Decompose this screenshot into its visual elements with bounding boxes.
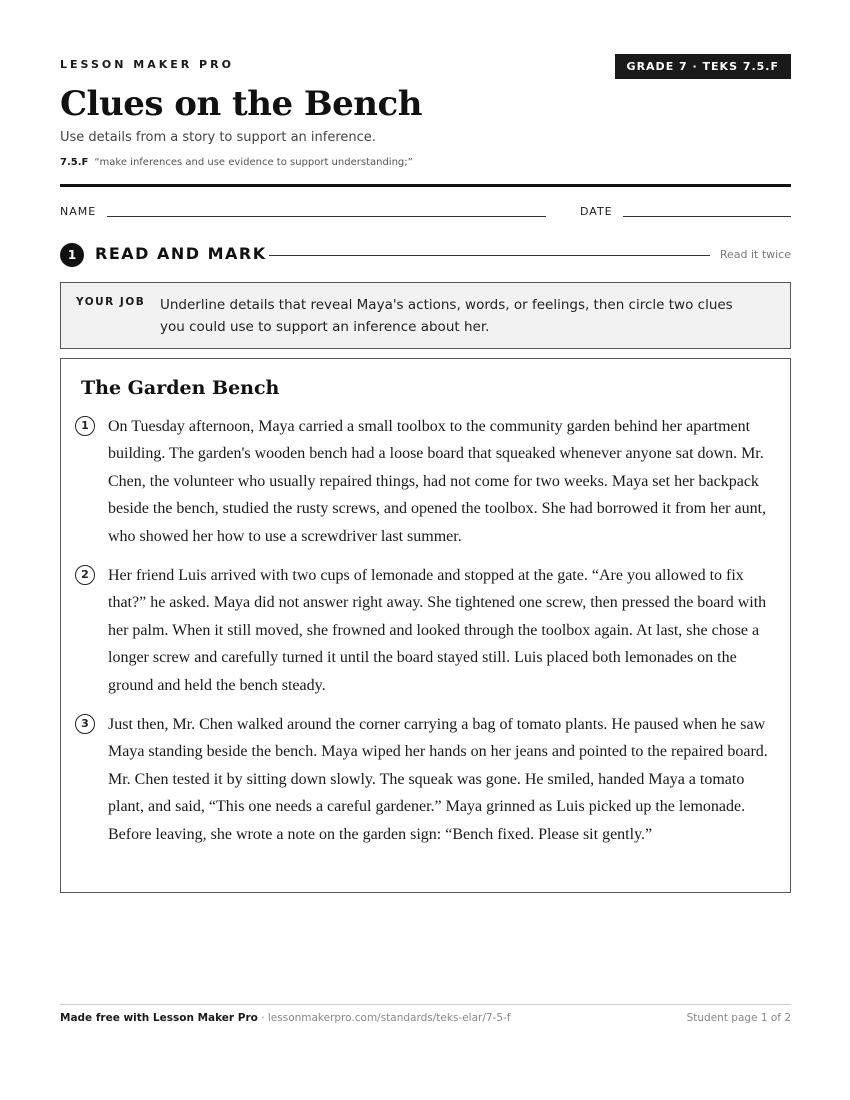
- worksheet-page: [60, 0, 791, 1100]
- section-divider: [269, 255, 710, 256]
- section-note: Read it twice: [719, 248, 791, 261]
- story-title: The Garden Bench: [81, 377, 280, 399]
- instructions-text: Underline details that reveal Maya's actions, words, or feelings, then circle two clues you could use to support an inference about her.: [160, 297, 733, 335]
- name-label: NAME: [60, 205, 97, 218]
- header-divider: [60, 184, 791, 187]
- footer-url[interactable]: · lessonmakerpro.com/standards/teks-elar/7-5-f: [257, 1012, 511, 1024]
- paragraph-number-badge: 2: [75, 565, 95, 585]
- instructions-box: [60, 282, 791, 349]
- paragraph-text: Just then, Mr. Chen walked around the corner carrying a bag of tomato plants. He paused when he saw Maya standing beside the bench. Maya wiped her hands on her jeans and pointed to the repaired board. Mr. Chen tested it by sitting down slowly. The squeak was gone. He smiled, handed Maya a tomato plant, and said, “This one needs a careful gardener.” Maya grinned as Luis picked up the lemonade. Before leaving, she wrote a note on the garden sign: “Bench fixed. Please sit gently.”: [108, 716, 768, 843]
- footer-page-number: Student page 1 of 2: [686, 1012, 791, 1024]
- date-label: DATE: [580, 205, 613, 218]
- instructions-label: YOUR JOB: [76, 296, 146, 308]
- footer-divider: [60, 1004, 791, 1005]
- page-subtitle: Use details from a story to support an inference.: [60, 130, 376, 145]
- section-title: READ AND MARK: [95, 244, 267, 263]
- story-passage: [60, 358, 791, 893]
- paragraph-text: Her friend Luis arrived with two cups of lemonade and stopped at the gate. “Are you allowed to fix that?” he asked. Maya did not answer right away. She tightened one screw, then pressed the board with her palm. When it still moved, she frowned and looked through the toolbox again. At last, she chose a longer screw and carefully turned it until the board stayed still. Luis placed both lemonades on the ground and held the bench steady.: [108, 567, 767, 694]
- paragraph-number-badge: 1: [75, 416, 95, 436]
- standard-text: “make inferences and use evidence to support understanding;”: [94, 157, 413, 168]
- footer-credit: [60, 1012, 511, 1024]
- standard-code: 7.5.F: [60, 157, 89, 168]
- date-field[interactable]: [623, 216, 791, 217]
- grade-badge: GRADE 7 · TEKS 7.5.F: [615, 54, 791, 79]
- page-title: Clues on the Bench: [60, 84, 422, 124]
- name-field[interactable]: [107, 216, 546, 217]
- section-number-badge: 1: [60, 243, 84, 267]
- standard-line: [60, 157, 413, 168]
- footer-made-by: Made free with Lesson Maker Pro: [60, 1012, 258, 1024]
- brand-name: LESSON MAKER PRO: [60, 58, 234, 71]
- paragraph-number-badge: 3: [75, 714, 95, 734]
- paragraph-text: On Tuesday afternoon, Maya carried a small toolbox to the community garden behind her apartment building. The garden's wooden bench had a loose board that squeaked whenever anyone sat down. Mr. Chen, the volunteer who usually repaired things, had not come for two weeks. Maya set her backpack beside the bench, studied the rusty screws, and opened the toolbox. She had borrowed it from her aunt, who showed her how to use a screwdriver last summer.: [108, 418, 767, 545]
